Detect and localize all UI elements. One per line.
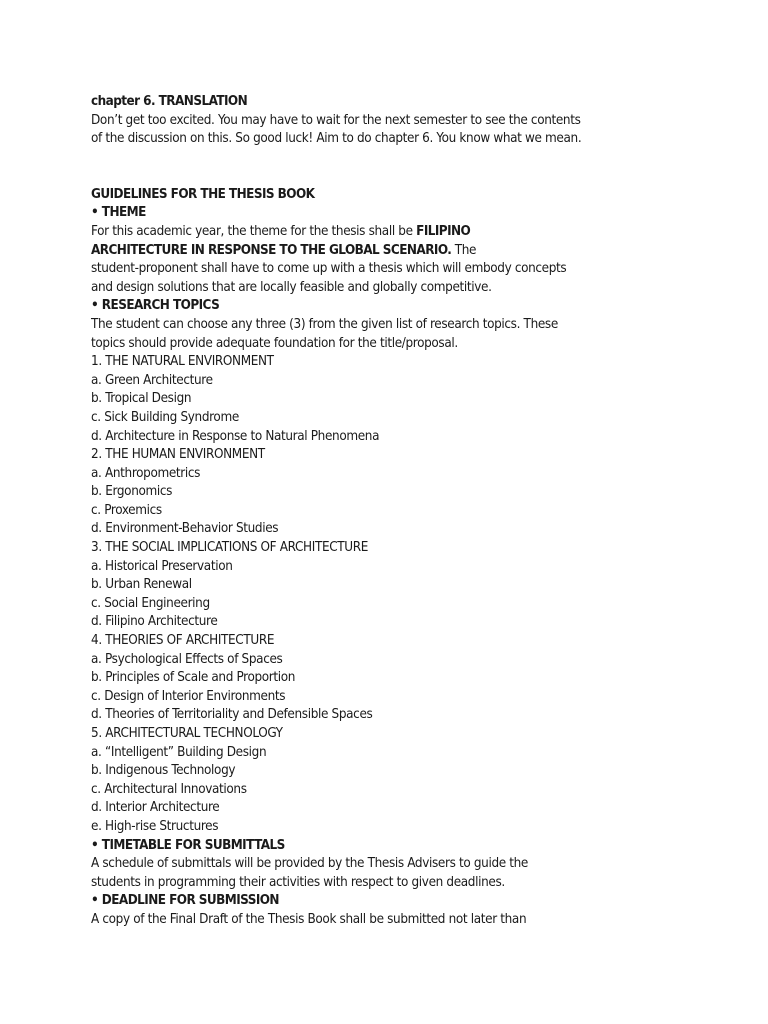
chapter-body-line: of the discussion on this. So good luck! Aim to do chapter 6. You know what we mean.: [91, 131, 582, 147]
theme-heading: • THEME: [91, 205, 146, 221]
topic-item: a. Psychological Effects of Spaces: [91, 651, 283, 667]
theme-emphasis: FILIPINO: [416, 223, 471, 239]
topic-item: a. Green Architecture: [91, 372, 213, 388]
research-topics-heading: • RESEARCH TOPICS: [91, 298, 220, 314]
theme-line: [91, 223, 691, 242]
topic-item: b. Principles of Scale and Proportion: [91, 670, 296, 686]
topic-item: a. “Intelligent” Building Design: [91, 744, 267, 760]
deadline-heading: • DEADLINE FOR SUBMISSION: [91, 893, 279, 909]
topic-item: d. Theories of Territoriality and Defensible Spaces: [91, 707, 373, 723]
topic-item: d. Filipino Architecture: [91, 614, 218, 630]
research-intro-line: The student can choose any three (3) from the given list of research topics. These: [91, 316, 558, 332]
deadline-body-line: A copy of the Final Draft of the Thesis Book shall be submitted not later than: [91, 911, 527, 927]
guidelines-heading: GUIDELINES FOR THE THESIS BOOK: [91, 186, 315, 202]
topic-item: d. Architecture in Response to Natural Phenomena: [91, 428, 380, 444]
timetable-body-line: A schedule of submittals will be provided by the Thesis Advisers to guide the: [91, 856, 529, 872]
topic-item: c. Proxemics: [91, 502, 162, 518]
topic-title: 3. THE SOCIAL IMPLICATIONS OF ARCHITECTURE: [91, 540, 369, 556]
theme-line-text: For this academic year, the theme for the thesis shall be: [91, 223, 417, 239]
theme-emphasis: ARCHITECTURE IN RESPONSE TO THE GLOBAL SCENARIO.: [91, 242, 452, 258]
section-spacer: [91, 149, 691, 186]
theme-body-line: and design solutions that are locally feasible and globally competitive.: [91, 279, 492, 295]
topic-item: b. Urban Renewal: [91, 577, 192, 593]
topic-item: d. Environment-Behavior Studies: [91, 521, 279, 537]
topic-title: 1. THE NATURAL ENVIRONMENT: [91, 354, 274, 370]
topic-item: c. Architectural Innovations: [91, 781, 247, 797]
timetable-body-line: students in programming their activities with respect to given deadlines.: [91, 874, 505, 890]
document-body: [91, 93, 691, 930]
topic-item: c. Sick Building Syndrome: [91, 409, 239, 425]
topic-item: b. Indigenous Technology: [91, 763, 236, 779]
topic-title: 2. THE HUMAN ENVIRONMENT: [91, 447, 265, 463]
topic-item: a. Historical Preservation: [91, 558, 233, 574]
topic-title: 4. THEORIES OF ARCHITECTURE: [91, 633, 275, 649]
topic-item: b. Ergonomics: [91, 484, 173, 500]
topic-item: e. High-rise Structures: [91, 818, 219, 834]
topic-item: b. Tropical Design: [91, 391, 192, 407]
topic-item: d. Interior Architecture: [91, 800, 220, 816]
theme-body-line: student-proponent shall have to come up with a thesis which will embody concepts: [91, 261, 567, 277]
timetable-heading: • TIMETABLE FOR SUBMITTALS: [91, 837, 285, 853]
chapter-body-line: Don’t get too excited. You may have to wait for the next semester to see the contents: [91, 112, 581, 128]
chapter-heading: chapter 6. TRANSLATION: [91, 94, 248, 109]
research-intro-line: topics should provide adequate foundation for the title/proposal.: [91, 335, 458, 351]
topic-item: a. Anthropometrics: [91, 465, 201, 481]
topic-item: c. Social Engineering: [91, 595, 210, 611]
theme-line: [91, 242, 691, 261]
topic-title: 5. ARCHITECTURAL TECHNOLOGY: [91, 726, 283, 741]
topic-item: c. Design of Interior Environments: [91, 688, 286, 704]
theme-line-text: The: [451, 242, 477, 258]
